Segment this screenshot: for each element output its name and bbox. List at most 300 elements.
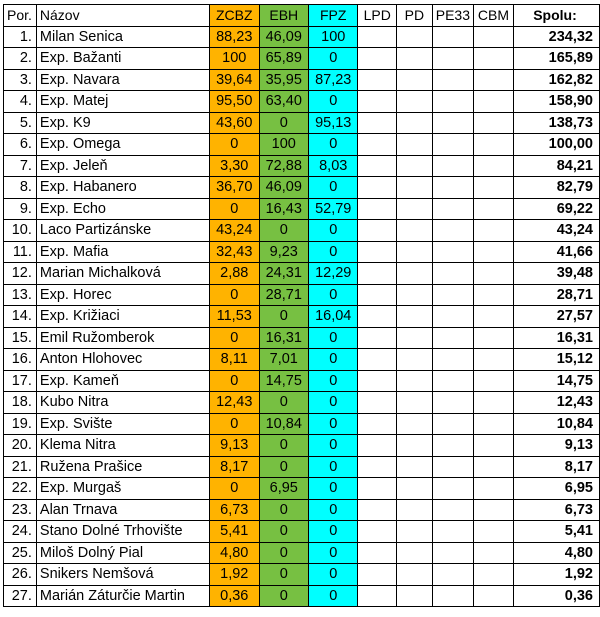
- total-cell: 6,95: [513, 478, 599, 500]
- ebh-score-cell: 63,40: [259, 91, 308, 113]
- total-cell: 234,32: [513, 26, 599, 48]
- lpd-score-cell: [358, 370, 397, 392]
- ebh-score-cell: 16,31: [259, 327, 308, 349]
- name-cell: Exp. Omega: [36, 134, 209, 156]
- cbm-score-cell: [473, 220, 513, 242]
- pd-score-cell: [397, 241, 433, 263]
- total-cell: 158,90: [513, 91, 599, 113]
- rank-cell: 19.: [4, 413, 37, 435]
- total-cell: 8,17: [513, 456, 599, 478]
- header-pd: PD: [397, 5, 433, 27]
- total-cell: 15,12: [513, 349, 599, 371]
- fpz-score-cell: 0: [309, 456, 358, 478]
- table-row: [4, 155, 600, 177]
- zcbz-score-cell: 0: [209, 478, 259, 500]
- pd-score-cell: [397, 263, 433, 285]
- lpd-score-cell: [358, 435, 397, 457]
- table-row: [4, 521, 600, 543]
- zcbz-score-cell: 0: [209, 284, 259, 306]
- name-cell: Exp. Svište: [36, 413, 209, 435]
- rank-cell: 11.: [4, 241, 37, 263]
- table-body: [4, 26, 600, 607]
- total-cell: 12,43: [513, 392, 599, 414]
- pe33-score-cell: [432, 499, 473, 521]
- rank-cell: 22.: [4, 478, 37, 500]
- lpd-score-cell: [358, 241, 397, 263]
- lpd-score-cell: [358, 177, 397, 199]
- rank-cell: 3.: [4, 69, 37, 91]
- pe33-score-cell: [432, 26, 473, 48]
- pd-score-cell: [397, 198, 433, 220]
- cbm-score-cell: [473, 542, 513, 564]
- total-cell: 4,80: [513, 542, 599, 564]
- pd-score-cell: [397, 370, 433, 392]
- cbm-score-cell: [473, 435, 513, 457]
- fpz-score-cell: 0: [309, 177, 358, 199]
- header-total: Spolu:: [513, 5, 599, 27]
- rank-cell: 20.: [4, 435, 37, 457]
- zcbz-score-cell: 2,88: [209, 263, 259, 285]
- pd-score-cell: [397, 499, 433, 521]
- pd-score-cell: [397, 177, 433, 199]
- lpd-score-cell: [358, 392, 397, 414]
- name-cell: Exp. Križiaci: [36, 306, 209, 328]
- zcbz-score-cell: 43,60: [209, 112, 259, 134]
- ebh-score-cell: 6,95: [259, 478, 308, 500]
- lpd-score-cell: [358, 112, 397, 134]
- rank-cell: 1.: [4, 26, 37, 48]
- lpd-score-cell: [358, 198, 397, 220]
- table-row: [4, 327, 600, 349]
- fpz-score-cell: 0: [309, 220, 358, 242]
- cbm-score-cell: [473, 349, 513, 371]
- header-pe33: PE33: [432, 5, 473, 27]
- ebh-score-cell: 0: [259, 499, 308, 521]
- lpd-score-cell: [358, 69, 397, 91]
- ebh-score-cell: 100: [259, 134, 308, 156]
- rank-cell: 25.: [4, 542, 37, 564]
- pe33-score-cell: [432, 456, 473, 478]
- header-cbm: CBM: [473, 5, 513, 27]
- cbm-score-cell: [473, 564, 513, 586]
- table-row: [4, 177, 600, 199]
- pe33-score-cell: [432, 413, 473, 435]
- fpz-score-cell: 0: [309, 327, 358, 349]
- rank-cell: 5.: [4, 112, 37, 134]
- rank-cell: 2.: [4, 48, 37, 70]
- fpz-score-cell: 0: [309, 284, 358, 306]
- fpz-score-cell: 0: [309, 48, 358, 70]
- table-row: [4, 198, 600, 220]
- zcbz-score-cell: 3,30: [209, 155, 259, 177]
- total-cell: 165,89: [513, 48, 599, 70]
- zcbz-score-cell: 43,24: [209, 220, 259, 242]
- name-cell: Kubo Nitra: [36, 392, 209, 414]
- rank-cell: 17.: [4, 370, 37, 392]
- lpd-score-cell: [358, 155, 397, 177]
- name-cell: Exp. K9: [36, 112, 209, 134]
- header-zcbz: ZCBZ: [209, 5, 259, 27]
- ebh-score-cell: 7,01: [259, 349, 308, 371]
- pd-score-cell: [397, 435, 433, 457]
- ebh-score-cell: 72,88: [259, 155, 308, 177]
- zcbz-score-cell: 1,92: [209, 564, 259, 586]
- name-cell: Miloš Dolný Pial: [36, 542, 209, 564]
- fpz-score-cell: 0: [309, 370, 358, 392]
- fpz-score-cell: 0: [309, 392, 358, 414]
- lpd-score-cell: [358, 220, 397, 242]
- table-row: [4, 69, 600, 91]
- zcbz-score-cell: 8,11: [209, 349, 259, 371]
- table-row: [4, 478, 600, 500]
- lpd-score-cell: [358, 134, 397, 156]
- pd-score-cell: [397, 478, 433, 500]
- total-cell: 5,41: [513, 521, 599, 543]
- name-cell: Exp. Matej: [36, 91, 209, 113]
- fpz-score-cell: 12,29: [309, 263, 358, 285]
- name-cell: Exp. Kameň: [36, 370, 209, 392]
- pe33-score-cell: [432, 48, 473, 70]
- name-cell: Klema Nitra: [36, 435, 209, 457]
- cbm-score-cell: [473, 177, 513, 199]
- ebh-score-cell: 0: [259, 435, 308, 457]
- rank-cell: 7.: [4, 155, 37, 177]
- ebh-score-cell: 0: [259, 456, 308, 478]
- ebh-score-cell: 16,43: [259, 198, 308, 220]
- ebh-score-cell: 14,75: [259, 370, 308, 392]
- total-cell: 1,92: [513, 564, 599, 586]
- fpz-score-cell: 0: [309, 134, 358, 156]
- header-lpd: LPD: [358, 5, 397, 27]
- table-row: [4, 542, 600, 564]
- total-cell: 9,13: [513, 435, 599, 457]
- table-row: [4, 263, 600, 285]
- pe33-score-cell: [432, 198, 473, 220]
- pd-score-cell: [397, 306, 433, 328]
- total-cell: 0,36: [513, 585, 599, 607]
- ebh-score-cell: 10,84: [259, 413, 308, 435]
- name-cell: Milan Senica: [36, 26, 209, 48]
- pe33-score-cell: [432, 306, 473, 328]
- cbm-score-cell: [473, 198, 513, 220]
- table-row: [4, 284, 600, 306]
- pe33-score-cell: [432, 220, 473, 242]
- table-row: [4, 585, 600, 607]
- cbm-score-cell: [473, 499, 513, 521]
- header-ebh: EBH: [259, 5, 308, 27]
- table-row: [4, 564, 600, 586]
- lpd-score-cell: [358, 542, 397, 564]
- total-cell: 28,71: [513, 284, 599, 306]
- cbm-score-cell: [473, 26, 513, 48]
- ebh-score-cell: 0: [259, 306, 308, 328]
- table-row: [4, 370, 600, 392]
- table-row: [4, 456, 600, 478]
- name-cell: Exp. Murgaš: [36, 478, 209, 500]
- lpd-score-cell: [358, 349, 397, 371]
- ebh-score-cell: 9,23: [259, 241, 308, 263]
- pd-score-cell: [397, 392, 433, 414]
- header-name: Názov: [36, 5, 209, 27]
- total-cell: 69,22: [513, 198, 599, 220]
- rank-cell: 4.: [4, 91, 37, 113]
- pe33-score-cell: [432, 155, 473, 177]
- pe33-score-cell: [432, 284, 473, 306]
- zcbz-score-cell: 6,73: [209, 499, 259, 521]
- table-row: [4, 112, 600, 134]
- pe33-score-cell: [432, 263, 473, 285]
- pd-score-cell: [397, 26, 433, 48]
- lpd-score-cell: [358, 48, 397, 70]
- fpz-score-cell: 0: [309, 413, 358, 435]
- pe33-score-cell: [432, 91, 473, 113]
- lpd-score-cell: [358, 564, 397, 586]
- header-rank: Por.: [4, 5, 37, 27]
- fpz-score-cell: 0: [309, 241, 358, 263]
- zcbz-score-cell: 32,43: [209, 241, 259, 263]
- table-row: [4, 413, 600, 435]
- ebh-score-cell: 0: [259, 542, 308, 564]
- table-row: [4, 349, 600, 371]
- lpd-score-cell: [358, 263, 397, 285]
- name-cell: Anton Hlohovec: [36, 349, 209, 371]
- fpz-score-cell: 87,23: [309, 69, 358, 91]
- cbm-score-cell: [473, 370, 513, 392]
- fpz-score-cell: 0: [309, 585, 358, 607]
- total-cell: 10,84: [513, 413, 599, 435]
- lpd-score-cell: [358, 456, 397, 478]
- rank-cell: 23.: [4, 499, 37, 521]
- pd-score-cell: [397, 327, 433, 349]
- total-cell: 39,48: [513, 263, 599, 285]
- cbm-score-cell: [473, 478, 513, 500]
- pe33-score-cell: [432, 241, 473, 263]
- lpd-score-cell: [358, 26, 397, 48]
- table-row: [4, 435, 600, 457]
- zcbz-score-cell: 39,64: [209, 69, 259, 91]
- zcbz-score-cell: 9,13: [209, 435, 259, 457]
- name-cell: Exp. Mafia: [36, 241, 209, 263]
- ebh-score-cell: 0: [259, 392, 308, 414]
- lpd-score-cell: [358, 478, 397, 500]
- ebh-score-cell: 0: [259, 112, 308, 134]
- name-cell: Snikers Nemšová: [36, 564, 209, 586]
- zcbz-score-cell: 36,70: [209, 177, 259, 199]
- results-table: [3, 4, 600, 607]
- ebh-score-cell: 0: [259, 564, 308, 586]
- header-row: [4, 5, 600, 27]
- fpz-score-cell: 0: [309, 499, 358, 521]
- zcbz-score-cell: 0: [209, 413, 259, 435]
- table-row: [4, 392, 600, 414]
- ebh-score-cell: 0: [259, 220, 308, 242]
- lpd-score-cell: [358, 91, 397, 113]
- pd-score-cell: [397, 456, 433, 478]
- lpd-score-cell: [358, 413, 397, 435]
- cbm-score-cell: [473, 112, 513, 134]
- pe33-score-cell: [432, 392, 473, 414]
- name-cell: Marián Záturčie Martin: [36, 585, 209, 607]
- total-cell: 14,75: [513, 370, 599, 392]
- cbm-score-cell: [473, 327, 513, 349]
- table-row: [4, 91, 600, 113]
- rank-cell: 14.: [4, 306, 37, 328]
- rank-cell: 24.: [4, 521, 37, 543]
- rank-cell: 26.: [4, 564, 37, 586]
- pd-score-cell: [397, 542, 433, 564]
- cbm-score-cell: [473, 241, 513, 263]
- total-cell: 84,21: [513, 155, 599, 177]
- zcbz-score-cell: 0,36: [209, 585, 259, 607]
- fpz-score-cell: 0: [309, 564, 358, 586]
- total-cell: 138,73: [513, 112, 599, 134]
- cbm-score-cell: [473, 413, 513, 435]
- ebh-score-cell: 28,71: [259, 284, 308, 306]
- name-cell: Marian Michalková: [36, 263, 209, 285]
- cbm-score-cell: [473, 263, 513, 285]
- fpz-score-cell: 0: [309, 349, 358, 371]
- zcbz-score-cell: 11,53: [209, 306, 259, 328]
- cbm-score-cell: [473, 306, 513, 328]
- pe33-score-cell: [432, 478, 473, 500]
- name-cell: Exp. Echo: [36, 198, 209, 220]
- name-cell: Emil Ružomberok: [36, 327, 209, 349]
- name-cell: Exp. Jeleň: [36, 155, 209, 177]
- ebh-score-cell: 46,09: [259, 177, 308, 199]
- name-cell: Exp. Navara: [36, 69, 209, 91]
- rank-cell: 15.: [4, 327, 37, 349]
- zcbz-score-cell: 0: [209, 198, 259, 220]
- pe33-score-cell: [432, 370, 473, 392]
- zcbz-score-cell: 5,41: [209, 521, 259, 543]
- zcbz-score-cell: 12,43: [209, 392, 259, 414]
- rank-cell: 9.: [4, 198, 37, 220]
- cbm-score-cell: [473, 69, 513, 91]
- lpd-score-cell: [358, 521, 397, 543]
- fpz-score-cell: 16,04: [309, 306, 358, 328]
- pe33-score-cell: [432, 327, 473, 349]
- pd-score-cell: [397, 112, 433, 134]
- table-row: [4, 134, 600, 156]
- zcbz-score-cell: 0: [209, 370, 259, 392]
- lpd-score-cell: [358, 306, 397, 328]
- pe33-score-cell: [432, 134, 473, 156]
- fpz-score-cell: 0: [309, 478, 358, 500]
- table-row: [4, 220, 600, 242]
- cbm-score-cell: [473, 456, 513, 478]
- rank-cell: 13.: [4, 284, 37, 306]
- pd-score-cell: [397, 134, 433, 156]
- name-cell: Alan Trnava: [36, 499, 209, 521]
- total-cell: 41,66: [513, 241, 599, 263]
- pe33-score-cell: [432, 542, 473, 564]
- cbm-score-cell: [473, 91, 513, 113]
- table-row: [4, 306, 600, 328]
- table-row: [4, 26, 600, 48]
- fpz-score-cell: 100: [309, 26, 358, 48]
- rank-cell: 16.: [4, 349, 37, 371]
- ebh-score-cell: 35,95: [259, 69, 308, 91]
- pe33-score-cell: [432, 112, 473, 134]
- pd-score-cell: [397, 220, 433, 242]
- name-cell: Ružena Prašice: [36, 456, 209, 478]
- rank-cell: 18.: [4, 392, 37, 414]
- cbm-score-cell: [473, 48, 513, 70]
- zcbz-score-cell: 0: [209, 327, 259, 349]
- total-cell: 6,73: [513, 499, 599, 521]
- lpd-score-cell: [358, 585, 397, 607]
- table-row: [4, 499, 600, 521]
- lpd-score-cell: [358, 284, 397, 306]
- ebh-score-cell: 65,89: [259, 48, 308, 70]
- name-cell: Exp. Horec: [36, 284, 209, 306]
- name-cell: Stano Dolné Trhovište: [36, 521, 209, 543]
- zcbz-score-cell: 8,17: [209, 456, 259, 478]
- rank-cell: 12.: [4, 263, 37, 285]
- pd-score-cell: [397, 48, 433, 70]
- ebh-score-cell: 24,31: [259, 263, 308, 285]
- pd-score-cell: [397, 564, 433, 586]
- ebh-score-cell: 0: [259, 521, 308, 543]
- pe33-score-cell: [432, 521, 473, 543]
- total-cell: 16,31: [513, 327, 599, 349]
- cbm-score-cell: [473, 585, 513, 607]
- table-row: [4, 241, 600, 263]
- zcbz-score-cell: 4,80: [209, 542, 259, 564]
- name-cell: Laco Partizánske: [36, 220, 209, 242]
- rank-cell: 6.: [4, 134, 37, 156]
- zcbz-score-cell: 100: [209, 48, 259, 70]
- total-cell: 100,00: [513, 134, 599, 156]
- pe33-score-cell: [432, 69, 473, 91]
- pe33-score-cell: [432, 564, 473, 586]
- header-fpz: FPZ: [309, 5, 358, 27]
- fpz-score-cell: 0: [309, 542, 358, 564]
- rank-cell: 21.: [4, 456, 37, 478]
- ebh-score-cell: 46,09: [259, 26, 308, 48]
- ebh-score-cell: 0: [259, 585, 308, 607]
- fpz-score-cell: 0: [309, 435, 358, 457]
- fpz-score-cell: 52,79: [309, 198, 358, 220]
- lpd-score-cell: [358, 327, 397, 349]
- pd-score-cell: [397, 284, 433, 306]
- pd-score-cell: [397, 585, 433, 607]
- fpz-score-cell: 0: [309, 521, 358, 543]
- rank-cell: 27.: [4, 585, 37, 607]
- name-cell: Exp. Bažanti: [36, 48, 209, 70]
- rank-cell: 8.: [4, 177, 37, 199]
- zcbz-score-cell: 95,50: [209, 91, 259, 113]
- total-cell: 43,24: [513, 220, 599, 242]
- pe33-score-cell: [432, 435, 473, 457]
- table-row: [4, 48, 600, 70]
- pd-score-cell: [397, 91, 433, 113]
- fpz-score-cell: 95,13: [309, 112, 358, 134]
- pd-score-cell: [397, 413, 433, 435]
- pd-score-cell: [397, 521, 433, 543]
- zcbz-score-cell: 88,23: [209, 26, 259, 48]
- cbm-score-cell: [473, 521, 513, 543]
- cbm-score-cell: [473, 155, 513, 177]
- pd-score-cell: [397, 155, 433, 177]
- zcbz-score-cell: 0: [209, 134, 259, 156]
- lpd-score-cell: [358, 499, 397, 521]
- fpz-score-cell: 0: [309, 91, 358, 113]
- cbm-score-cell: [473, 284, 513, 306]
- pd-score-cell: [397, 69, 433, 91]
- fpz-score-cell: 8,03: [309, 155, 358, 177]
- rank-cell: 10.: [4, 220, 37, 242]
